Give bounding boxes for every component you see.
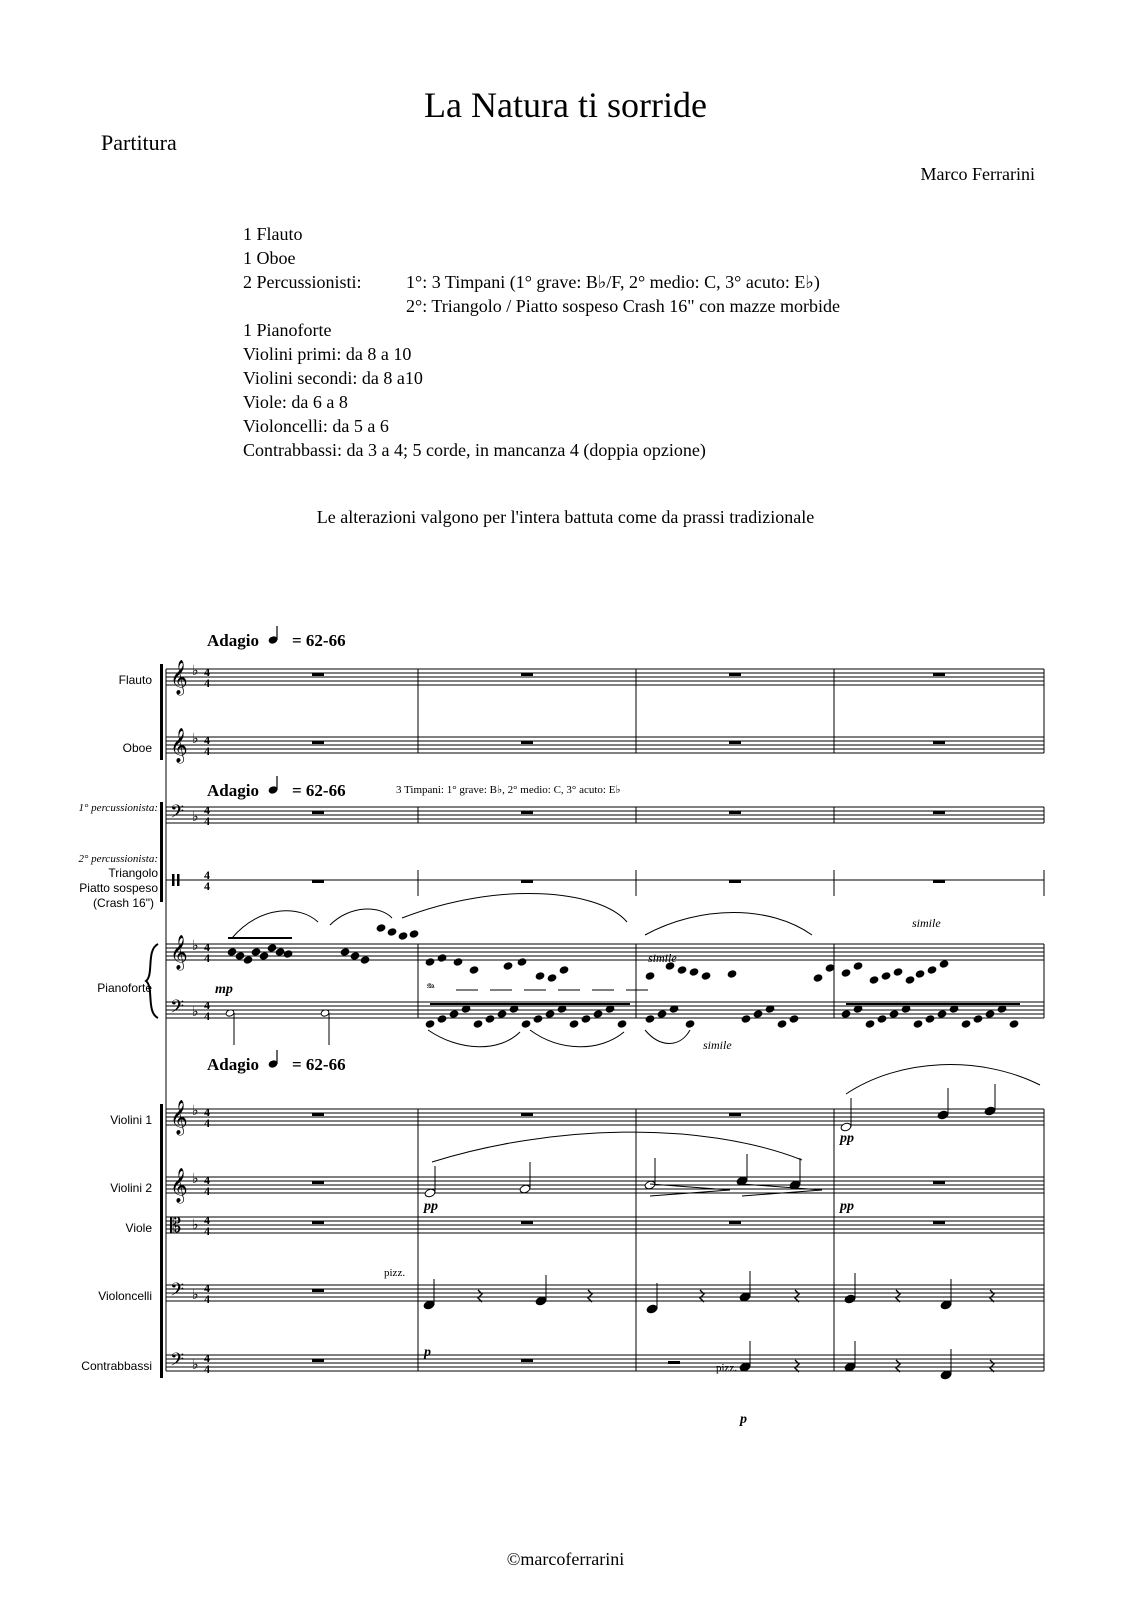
strings-line-viola: Viole: da 6 a 8 — [243, 392, 348, 412]
time-signature-top: 4 — [204, 1213, 210, 1227]
whole-rest-icon — [729, 880, 741, 883]
note-head — [449, 1010, 459, 1018]
whole-rest-icon — [521, 811, 533, 814]
note-head — [485, 1015, 495, 1023]
time-signature-bottom: 4 — [204, 1116, 210, 1130]
note-head — [617, 1020, 627, 1028]
note-head — [593, 1010, 603, 1018]
time-signature-bottom: 4 — [204, 951, 210, 965]
strings-line-violin1: Violini primi: da 8 a 10 — [243, 344, 412, 364]
tempo-marking-strings: Adagio — [207, 1055, 259, 1074]
whole-rest-icon — [521, 1359, 533, 1362]
note-head — [283, 950, 293, 958]
whole-rest-icon — [933, 673, 945, 676]
label-piano: Pianoforte — [97, 981, 152, 995]
treble-clef-icon: 𝄞 — [170, 1100, 188, 1135]
quarter-rest-icon — [795, 1290, 799, 1302]
bracket-perc — [160, 802, 163, 902]
whole-rest-icon — [312, 1181, 324, 1184]
bass-clef-icon: 𝄢 — [170, 802, 185, 827]
slur — [645, 1030, 690, 1044]
bracket-strings — [160, 1104, 163, 1378]
note-head — [939, 960, 949, 968]
note-head — [424, 1188, 436, 1198]
time-signature-bottom: 4 — [204, 1009, 210, 1023]
note-head — [777, 1020, 787, 1028]
time-signature-top: 4 — [204, 665, 210, 679]
note-head — [425, 958, 435, 966]
note-head — [893, 968, 903, 976]
quarter-note-icon — [268, 1060, 278, 1068]
note-head — [645, 1015, 655, 1023]
percussion-label: 2 Percussionisti: — [243, 272, 362, 292]
flat-icon: ♭ — [192, 664, 199, 679]
note-head — [940, 1370, 952, 1380]
time-signature-bottom: 4 — [204, 879, 210, 893]
instrument-flute-line: 1 Flauto — [243, 224, 303, 244]
whole-rest-icon — [521, 1113, 533, 1116]
note-head — [853, 962, 863, 970]
piano-notes — [225, 893, 1020, 1046]
barlines — [146, 664, 1044, 1378]
note-head — [915, 970, 925, 978]
time-signature-top: 4 — [204, 803, 210, 817]
whole-rest-icon — [729, 673, 741, 676]
cello-pizz: pizz. — [384, 1267, 406, 1279]
note-head — [267, 944, 277, 952]
whole-rest-icon — [521, 1221, 533, 1224]
note-head — [984, 1106, 996, 1116]
whole-rest-icon — [933, 880, 945, 883]
whole-rest-icon — [729, 741, 741, 744]
flat-icon: ♭ — [192, 1358, 199, 1373]
quarter-rest-icon — [990, 1290, 994, 1302]
flat-icon: ♭ — [192, 1104, 199, 1119]
crescendo-hairpin — [650, 1184, 730, 1196]
note-head — [841, 1010, 851, 1018]
note-head — [581, 1015, 591, 1023]
note-head — [985, 1010, 995, 1018]
quarter-note-icon — [268, 786, 278, 794]
note-head — [677, 966, 687, 974]
whole-rest-icon — [521, 880, 533, 883]
note-head — [409, 930, 419, 938]
quarter-note-icon — [268, 636, 278, 644]
note-head — [937, 1010, 947, 1018]
time-signature-bottom: 4 — [204, 744, 210, 758]
note-head — [927, 966, 937, 974]
note-head — [425, 1020, 435, 1028]
time-signature-top: 4 — [204, 940, 210, 954]
note-head — [535, 972, 545, 980]
time-signature-top: 4 — [204, 1281, 210, 1295]
note-head — [973, 1015, 983, 1023]
strings-line-bass: Contrabbassi: da 3 a 4; 5 corde, in mancanza 4 (doppia opzione) — [243, 440, 706, 460]
metronome-winds: = 62-66 — [292, 631, 346, 650]
slur — [645, 913, 812, 936]
quarter-rest-icon — [478, 1290, 482, 1302]
note-head — [275, 948, 285, 956]
instrument-piano-line: 1 Pianoforte — [243, 320, 332, 340]
time-signature-top: 4 — [204, 1173, 210, 1187]
score-type-label: Partitura — [101, 130, 177, 155]
flat-icon: ♭ — [192, 732, 199, 747]
time-signature-bottom: 4 — [204, 1362, 210, 1376]
note-head — [473, 1020, 483, 1028]
note-head — [701, 972, 711, 980]
whole-rest-icon — [933, 741, 945, 744]
metronome-strings: = 62-66 — [292, 1055, 346, 1074]
timpani-tuning-note: 3 Timpani: 1° grave: B♭, 2° medio: C, 3° acuto: E♭ — [396, 784, 621, 796]
time-signature-top: 4 — [204, 868, 210, 882]
label-violin2: Violini 2 — [110, 1181, 152, 1195]
note-head — [503, 962, 513, 970]
note-head — [497, 1010, 507, 1018]
treble-clef-icon: 𝄞 — [170, 728, 188, 763]
percussion-2-detail: 2°: Triangolo / Piatto sospeso Crash 16" con mazze morbide — [406, 296, 841, 316]
whole-rest-icon — [312, 811, 324, 814]
flat-icon: ♭ — [192, 1288, 199, 1303]
note-head — [689, 968, 699, 976]
quarter-rest-icon — [588, 1290, 592, 1302]
note-head — [259, 952, 269, 960]
time-signature-top: 4 — [204, 1105, 210, 1119]
whole-rest-icon — [312, 741, 324, 744]
note-head — [646, 1304, 658, 1314]
whole-rest-icon — [729, 811, 741, 814]
note-head — [925, 1015, 935, 1023]
note-head — [685, 1020, 695, 1028]
quarter-rest-icon — [896, 1290, 900, 1302]
quarter-rest-icon — [896, 1360, 900, 1372]
note-head — [398, 932, 408, 940]
note-head — [227, 948, 237, 956]
note-head — [423, 1300, 435, 1310]
piano-simile-top: simile — [912, 916, 941, 930]
note-head — [657, 1010, 667, 1018]
time-signature-bottom: 4 — [204, 676, 210, 690]
whole-rest-icon — [729, 1113, 741, 1116]
note-head — [844, 1294, 856, 1304]
whole-rest-icon — [312, 1359, 324, 1362]
pedal-marking-icon: 𝆮 — [425, 980, 434, 995]
note-head — [940, 1300, 952, 1310]
note-head — [243, 956, 253, 964]
note-head — [961, 1020, 971, 1028]
instrument-oboe-line: 1 Oboe — [243, 248, 296, 268]
note-head — [519, 1184, 531, 1194]
note-head — [739, 1292, 751, 1302]
violin2-dynamic-pp-m4: pp — [840, 1199, 854, 1214]
note-head — [881, 972, 891, 980]
note-head — [1009, 1020, 1019, 1028]
label-perc2-role: 2° percussionista: — [78, 853, 158, 865]
whole-rest-icon — [933, 1181, 945, 1184]
slur — [846, 1065, 1040, 1094]
label-flute: Flauto — [118, 673, 152, 687]
violin2-dynamic-pp: pp — [424, 1199, 438, 1214]
time-signature-top: 4 — [204, 733, 210, 747]
time-signature-bottom: 4 — [204, 1292, 210, 1306]
time-signature-top: 4 — [204, 998, 210, 1012]
flat-icon: ♭ — [192, 1005, 199, 1020]
label-violin1: Violini 1 — [110, 1113, 152, 1127]
whole-rest-icon — [933, 1221, 945, 1224]
cello-dynamic-p: p — [424, 1345, 431, 1360]
percussion-clef-icon — [172, 874, 175, 886]
note-head — [865, 1020, 875, 1028]
note-head — [360, 956, 370, 964]
note-head — [645, 972, 655, 980]
time-signature-bottom: 4 — [204, 1224, 210, 1238]
whole-rest-icon — [521, 741, 533, 744]
label-perc1-role: 1° percussionista: — [78, 802, 158, 814]
strings-line-cello: Violoncelli: da 5 a 6 — [243, 416, 389, 436]
note-head — [844, 1362, 856, 1372]
bass-dynamic-p: p — [740, 1412, 747, 1427]
composer-name: Marco Ferrarini — [920, 164, 1035, 184]
note-head — [905, 976, 915, 984]
slur — [232, 911, 318, 938]
strings-line-violin2: Violini secondi: da 8 a10 — [243, 368, 423, 388]
note-head — [251, 948, 261, 956]
percussion-clef-icon — [177, 874, 180, 886]
staff-lines — [166, 669, 1044, 1371]
label-oboe: Oboe — [122, 741, 152, 755]
flat-icon: ♭ — [192, 1218, 199, 1233]
note-head — [739, 1362, 751, 1372]
whole-rest-icon — [312, 880, 324, 883]
instrumentation-list — [243, 222, 840, 462]
note-head — [437, 954, 447, 962]
tempo-marking-winds: Adagio — [207, 631, 259, 650]
piano-dynamic-mp: mp — [215, 982, 233, 997]
note-head — [437, 1015, 447, 1023]
bass-clef-icon: 𝄢 — [170, 1350, 185, 1375]
whole-rest-icon — [312, 1289, 324, 1292]
note-head — [387, 928, 397, 936]
whole-rest-icon — [729, 1221, 741, 1224]
note-head — [350, 952, 360, 960]
note-head — [841, 969, 851, 977]
copyright-footer: ©marcoferrarini — [506, 1549, 625, 1569]
note-head — [569, 1020, 579, 1028]
time-signature-bottom: 4 — [204, 814, 210, 828]
bass-clef-icon: 𝄢 — [170, 1280, 185, 1305]
whole-rest-icon — [312, 1113, 324, 1116]
decrescendo-hairpin — [742, 1184, 822, 1196]
flat-icon: ♭ — [192, 939, 199, 954]
note-head — [877, 1015, 887, 1023]
flat-icon: ♭ — [192, 1172, 199, 1187]
slur — [428, 1030, 520, 1047]
treble-clef-icon: 𝄞 — [170, 660, 188, 695]
note-head — [533, 1015, 543, 1023]
note-head — [469, 966, 479, 974]
time-signature-top: 4 — [204, 1351, 210, 1365]
treble-clef-icon: 𝄞 — [170, 935, 188, 970]
note-head — [521, 1020, 531, 1028]
note-head — [235, 952, 245, 960]
label-triangolo: Triangolo — [108, 866, 158, 880]
whole-rest-icon — [521, 673, 533, 676]
page-title: La Natura ti sorride — [424, 85, 707, 125]
music-score — [0, 600, 1131, 1427]
label-bass: Contrabbassi — [81, 1359, 152, 1373]
note-head — [545, 1010, 555, 1018]
note-head — [376, 924, 386, 932]
note-head — [889, 1010, 899, 1018]
note-head — [517, 958, 527, 966]
half-rest-icon — [668, 1361, 680, 1364]
slur — [530, 1030, 624, 1047]
tempo-marking-perc: Adagio — [207, 781, 259, 800]
percussion-line-1 — [243, 270, 840, 294]
whole-rest-icon — [933, 811, 945, 814]
note-head — [825, 964, 835, 972]
label-piatto: Piatto sospeso — [79, 881, 158, 895]
note-head — [741, 1015, 751, 1023]
label-crash: (Crash 16") — [93, 896, 154, 910]
note-head — [913, 1020, 923, 1028]
note-head — [789, 1015, 799, 1023]
quarter-rest-icon — [795, 1360, 799, 1372]
quarter-rest-icon — [700, 1290, 704, 1302]
piano-simile-mid: simile — [648, 951, 677, 965]
treble-clef-icon: 𝄞 — [170, 1168, 188, 1203]
note-head — [813, 974, 823, 982]
label-viola: Viole — [125, 1221, 152, 1235]
note-head — [869, 976, 879, 984]
slur — [402, 893, 627, 922]
bass-clef-icon: 𝄢 — [170, 997, 185, 1022]
bass-pizz: pizz. — [716, 1362, 738, 1374]
label-cello: Violoncelli — [98, 1289, 152, 1303]
piano-simile-bass: simile — [703, 1038, 732, 1052]
flat-icon: ♭ — [192, 810, 199, 825]
bracket-winds — [160, 664, 163, 760]
note-head — [727, 970, 737, 978]
note-head — [644, 1180, 656, 1190]
slur — [330, 909, 392, 925]
note-head — [753, 1010, 763, 1018]
accidentals-note: Le alterazioni valgono per l'intera battuta come da prassi tradizionale — [316, 507, 815, 527]
whole-rest-icon — [312, 673, 324, 676]
note-head — [547, 974, 557, 982]
alto-clef-icon: 𝄡 — [170, 1213, 182, 1237]
note-head — [937, 1110, 949, 1120]
time-signature-bottom: 4 — [204, 1184, 210, 1198]
note-head — [559, 966, 569, 974]
metronome-perc: = 62-66 — [292, 781, 346, 800]
note-head — [340, 948, 350, 956]
whole-rest-icon — [312, 1221, 324, 1224]
violin1-dynamic-pp: pp — [840, 1131, 854, 1146]
quarter-rest-icon — [990, 1360, 994, 1372]
note-head — [453, 958, 463, 966]
note-head — [535, 1296, 547, 1306]
percussion-1-detail: 1°: 3 Timpani (1° grave: B♭/F, 2° medio: C, 3° acuto: E♭) — [406, 272, 820, 292]
